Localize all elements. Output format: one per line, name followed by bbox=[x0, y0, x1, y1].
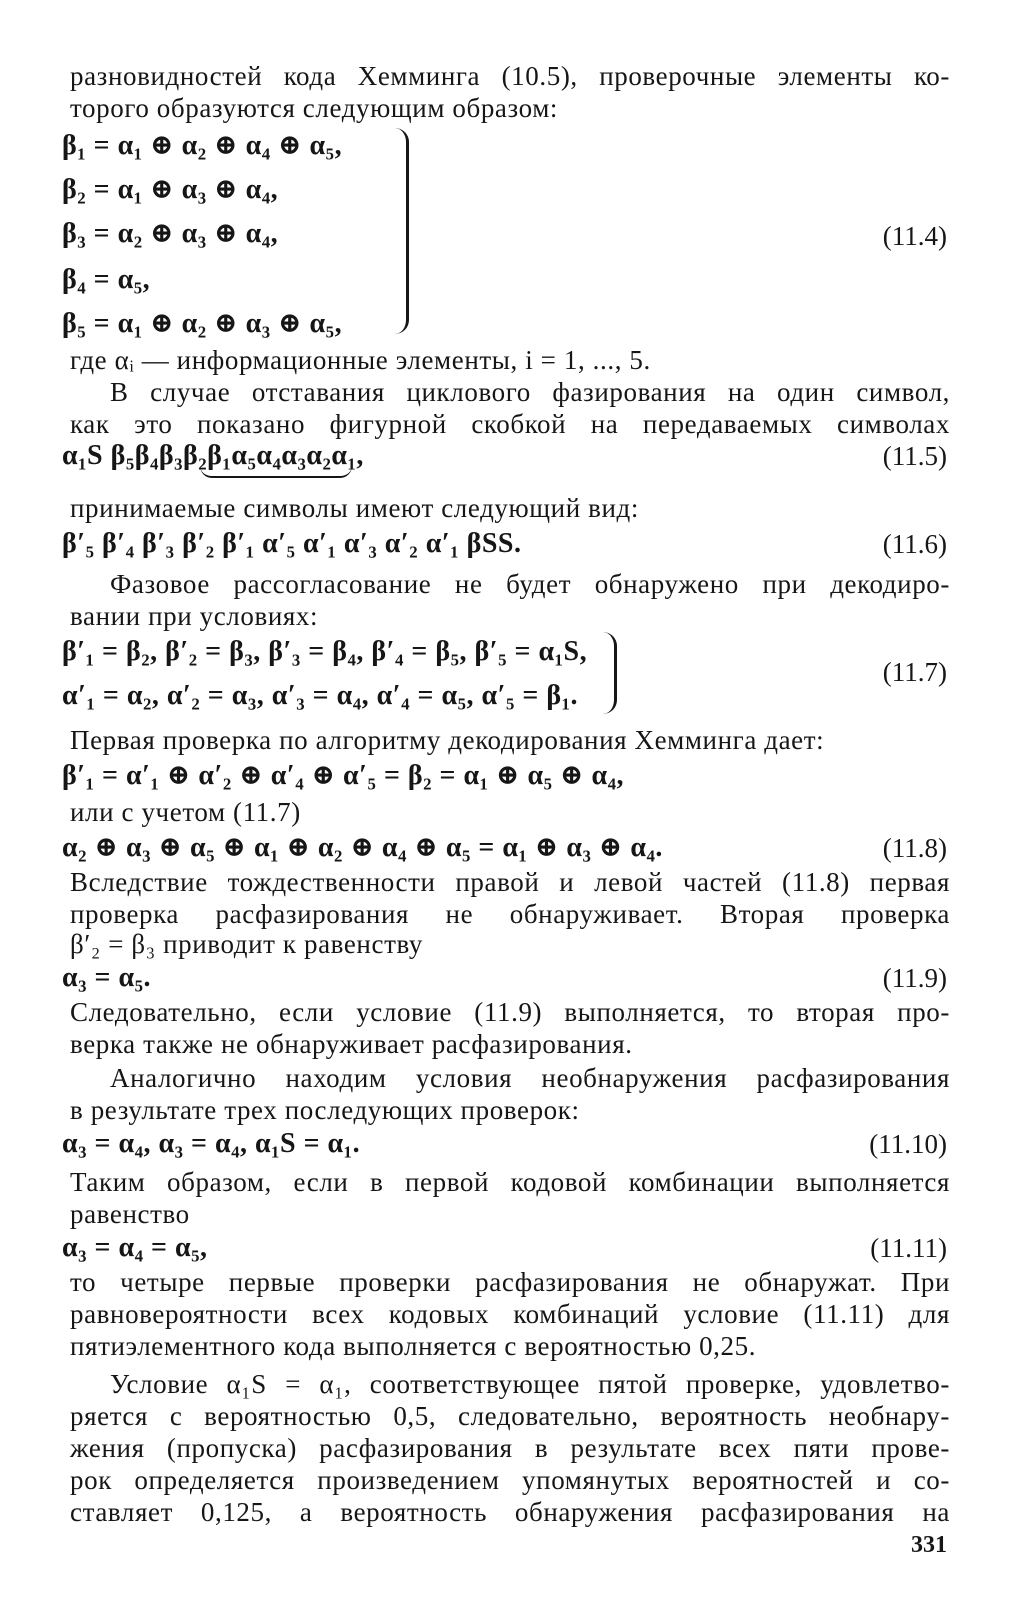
text-line: Вследствие тождественности правой и левой частей (11.8) первая bbox=[70, 867, 950, 897]
text-line: Фазовое рассогласование не будет обнаружено при декодиро- bbox=[110, 569, 950, 599]
system-brace bbox=[392, 128, 409, 334]
formula-11-4-line-1: β₁ = α₁ ⊕ α₂ ⊕ α₄ ⊕ α₅, bbox=[62, 130, 343, 161]
text-line: в результате трех последующих проверок: bbox=[70, 1095, 580, 1125]
text-line: торого образуются следующим образом: bbox=[70, 93, 558, 123]
formula-11-9: α₃ = α₅. bbox=[62, 962, 151, 993]
text-line: вании при условиях: bbox=[70, 601, 319, 631]
system-brace bbox=[602, 632, 617, 714]
text-line: жения (пропуска) расфазирования в результате всех пяти прове- bbox=[70, 1433, 950, 1463]
text-line: β′₂ = β₃ приводит к равенству bbox=[70, 929, 423, 959]
text-line: равновероятности всех кодовых комбинаций условие (11.11) для bbox=[70, 1299, 950, 1329]
equation-number: (11.5) bbox=[882, 441, 947, 471]
page-number: 331 bbox=[911, 1532, 947, 1558]
text-line: рок определяется произведением упомянутых вероятностей и со- bbox=[70, 1465, 950, 1495]
text-line: где αᵢ — информационные элементы, i = 1, ..., 5. bbox=[70, 345, 651, 375]
formula-11-4-line-2: β₂ = α₁ ⊕ α₃ ⊕ α₄, bbox=[62, 174, 279, 205]
equation-number: (11.6) bbox=[882, 529, 947, 559]
formula-11-4-line-4: β₄ = α₅, bbox=[62, 264, 151, 295]
text-line: разновидностей кода Хемминга (10.5), проверочные элементы ко- bbox=[70, 61, 950, 91]
text-line: Первая проверка по алгоритму декодирования Хемминга дает: bbox=[70, 725, 825, 755]
text-line: принимаемые символы имеют следующий вид: bbox=[70, 493, 639, 523]
formula-11-5: α₁S β₅β₄β₃β₂β₁α₅α₄α₃α₂α₁, bbox=[62, 440, 364, 471]
curly-brace-under bbox=[200, 456, 352, 478]
formula-11-4-line-5: β₅ = α₁ ⊕ α₂ ⊕ α₃ ⊕ α₅, bbox=[62, 308, 343, 339]
formula-11-4-line-3: β₃ = α₂ ⊕ α₃ ⊕ α₄, bbox=[62, 218, 279, 249]
text-line: Следовательно, если условие (11.9) выполняется, то вторая про- bbox=[70, 997, 950, 1027]
formula-11-11: α₃ = α₄ = α₅, bbox=[62, 1232, 208, 1263]
text-line: Таким образом, если в первой кодовой комбинации выполняется bbox=[70, 1167, 950, 1197]
text-line: Условие α₁S = α₁, соответствующее пятой проверке, удовлетво- bbox=[110, 1369, 950, 1399]
text-line: проверка расфазирования не обнаруживает. Вторая проверка bbox=[70, 899, 950, 929]
formula-11-10: α₃ = α₄, α₃ = α₄, α₁S = α₁. bbox=[62, 1128, 361, 1159]
equation-number: (11.4) bbox=[882, 221, 947, 251]
text-line: ставляет 0,125, а вероятность обнаружения расфазирования на bbox=[70, 1497, 950, 1527]
formula-11-8: α₂ ⊕ α₃ ⊕ α₅ ⊕ α₁ ⊕ α₂ ⊕ α₄ ⊕ α₅ = α₁ ⊕ α₃ ⊕ α₄. bbox=[62, 832, 663, 863]
formula-11-7-line-2: α′₁ = α₂, α′₂ = α₃, α′₃ = α₄, α′₄ = α₅, α′₅ = β₁. bbox=[62, 680, 578, 711]
text-line: как это показано фигурной скобкой на передаваемых символах bbox=[70, 409, 950, 439]
text-line: В случае отставания циклового фазирования на один символ, bbox=[110, 377, 950, 407]
text-line: то четыре первые проверки расфазирования не обнаружат. При bbox=[70, 1267, 950, 1297]
equation-number: (11.9) bbox=[882, 963, 947, 993]
text-line: ряется с вероятностью 0,5, следовательно, вероятность необнару- bbox=[70, 1401, 950, 1431]
text-line: верка также не обнаруживает расфазирования. bbox=[70, 1029, 633, 1059]
equation-number: (11.7) bbox=[882, 657, 947, 687]
formula-11-6: β′₅ β′₄ β′₃ β′₂ β′₁ α′₅ α′₁ α′₃ α′₂ α′₁ βSS. bbox=[62, 528, 522, 559]
text-line: пятиэлементного кода выполняется с вероятностью 0,25. bbox=[70, 1331, 757, 1361]
equation-number: (11.8) bbox=[882, 833, 947, 863]
text-line: или с учетом (11.7) bbox=[70, 797, 301, 827]
text-line: равенство bbox=[70, 1199, 190, 1229]
text-line: Аналогично находим условия необнаружения расфазирования bbox=[110, 1063, 950, 1093]
formula-11-7-line-1: β′₁ = β₂, β′₂ = β₃, β′₃ = β₄, β′₄ = β₅, β′₅ = α₁S, bbox=[62, 636, 588, 667]
formula-first-check: β′₁ = α′₁ ⊕ α′₂ ⊕ α′₄ ⊕ α′₅ = β₂ = α₁ ⊕ α₅ ⊕ α₄, bbox=[62, 760, 624, 791]
equation-number: (11.11) bbox=[870, 1233, 947, 1263]
equation-number: (11.10) bbox=[869, 1129, 947, 1159]
